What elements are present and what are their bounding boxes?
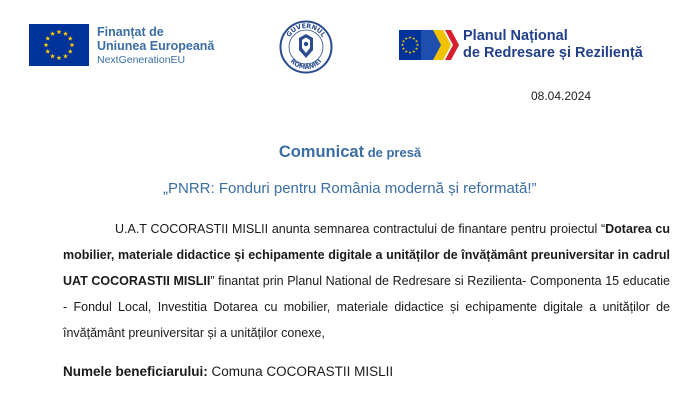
beneficiary-value: Comuna COCORASTII MISLII — [207, 364, 394, 379]
beneficiary-label: Numele beneficiarului: — [63, 364, 208, 379]
slogan: „PNRR: Fonduri pentru România modernă și reformată!” — [163, 180, 537, 197]
beneficiary-line — [63, 364, 393, 379]
header — [0, 0, 700, 84]
eu-union-text: Uniunea Europeană — [97, 39, 215, 53]
pnrr-title-line2: de Redresare și Reziliență — [463, 45, 643, 61]
document-title — [0, 143, 700, 162]
government-seal-icon — [279, 20, 333, 74]
paragraph-part1: U.A.T COCORASTII MISLII anunta semnarea contractului de finantare pentru proiectul “ — [115, 222, 606, 236]
pnrr-title-line1: Planul Național — [463, 28, 568, 44]
pnrr-logo — [399, 26, 643, 64]
seal-top-text: GUVERNUL — [284, 21, 328, 39]
pnrr-flag-icon — [399, 26, 459, 64]
eu-flag-icon — [29, 24, 89, 66]
publication-date: 08.04.2024 — [531, 89, 592, 103]
eu-funded-by-text: Finanțat de — [97, 25, 164, 39]
eu-funding-logo — [29, 24, 214, 67]
title-sub: de presă — [364, 145, 422, 160]
next-generation-eu-text: NextGenerationEU — [97, 54, 186, 66]
body-paragraph — [63, 216, 670, 346]
project-title: Dotarea cu mobilier, materiale didactice și echipamente digitale a unităților de învățământ preuniversitar in cadrul UAT COCORASTII MISLII — [63, 222, 670, 288]
title-main: Comunicat — [278, 143, 365, 161]
paragraph-part2: ” finantat prin Planul National de Redresare si Rezilienta- Componenta 15 educatie - Fondul Local, Investitia Dotarea cu mobilier, materiale didactice și echipamente digitale a unităților de învățământ preuniversitar și a unităților conexe, — [63, 274, 670, 340]
seal-bottom-text: ROMÂNIEI — [288, 57, 324, 72]
